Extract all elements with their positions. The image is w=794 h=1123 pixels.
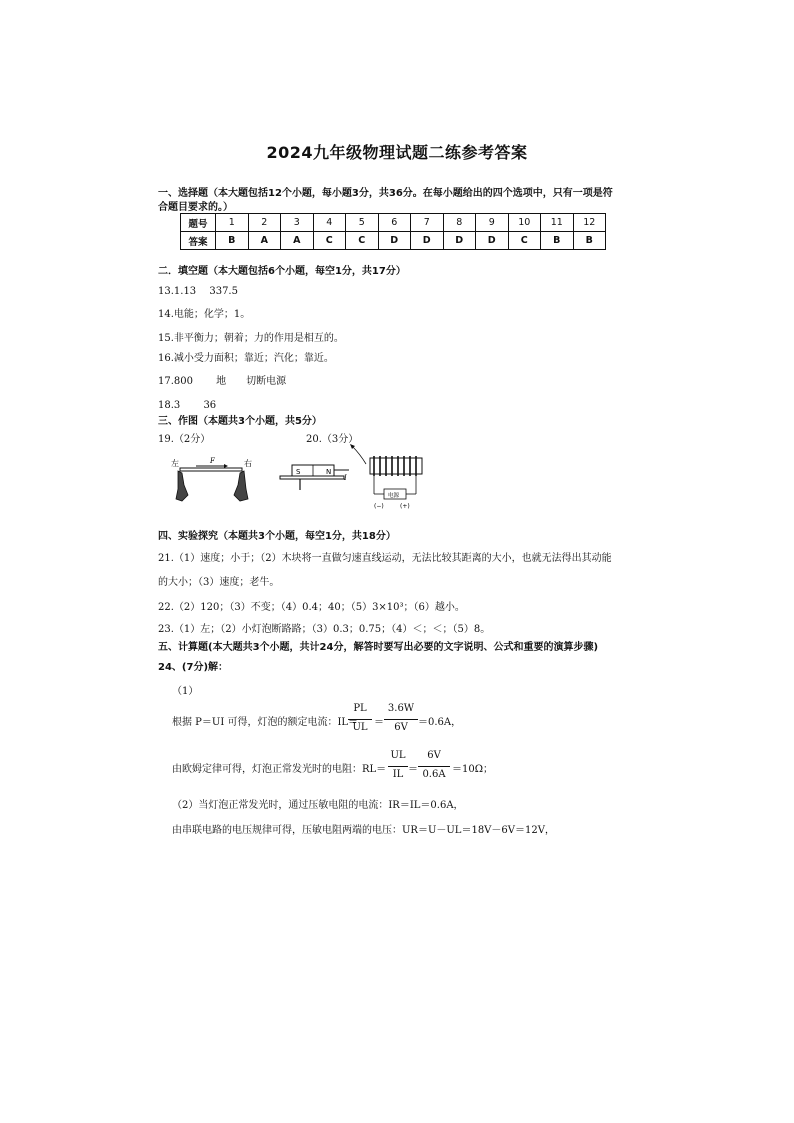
question-number: 2 (248, 214, 281, 232)
question-number: 4 (313, 214, 346, 232)
fraction-ul-il (388, 750, 408, 784)
section4-heading: 四、实验探究（本题共3个小题，每空1分，共18分） (158, 531, 396, 542)
fraction-6v-0.6a (418, 750, 450, 784)
fraction-numerator: 3.6W (387, 703, 415, 714)
question-24-heading: 24、(7分)解： (158, 662, 229, 673)
section3-heading: 三、作图（本题共3个小题，共5分） (158, 416, 322, 427)
question-number: 3 (281, 214, 314, 232)
equals-sign: ＝ (374, 717, 384, 728)
answer-cell: D (378, 232, 411, 250)
question-number: 11 (541, 214, 574, 232)
figure-20-diagram (274, 438, 454, 510)
row-header-question: 题号 (181, 214, 216, 232)
section1-heading-cont: 合题目要求的。） (158, 202, 233, 213)
calc-line-2-text: 由欧姆定律可得，灯泡正常发光时的电阻：RL＝ (172, 764, 387, 775)
fraction-3.6w-6v (384, 703, 418, 737)
page-title: 2024九年级物理试题二练参考答案 (266, 143, 528, 162)
answer-cell: C (508, 232, 541, 250)
calc-line-3: （2）当灯泡正常发光时，通过压敏电阻的电流：IR＝IL＝0.6A， (172, 800, 464, 811)
fig20-plus-label: (+) (400, 503, 410, 510)
fig19-ruler (180, 468, 242, 471)
fig19-arrowhead (224, 464, 228, 468)
answer-cell: D (476, 232, 509, 250)
fraction-denominator: 0.6A (422, 769, 446, 780)
fraction-numerator: 6V (427, 750, 441, 761)
answer-cell: D (411, 232, 444, 250)
equals-sign: ＝ (408, 764, 418, 775)
calc-line-4: 由串联电路的电压规律可得，压敏电阻两端的电压：UR＝U－UL＝18V－6V＝12V， (172, 825, 555, 836)
part-1-label: （1） (172, 686, 199, 697)
section2-heading: 二．填空题（本大题包括6个小题，每空1分，共17分） (158, 266, 406, 277)
fig19-force-label: F (210, 457, 215, 465)
answer-14: 14.电能；化学；1。 (158, 309, 251, 320)
question-number: 5 (346, 214, 379, 232)
question-number-row (181, 214, 606, 232)
fig20-source-label: 电源 (388, 493, 400, 499)
fraction-pl-ul (348, 703, 372, 737)
calc-line-1-result: ＝0.6A， (418, 717, 462, 728)
answer-cell: A (248, 232, 281, 250)
answer-21-line1: 21.（1）速度；小于；（2）木块将一直做匀速直线运动，无法比较其距离的大小，也就无法得出其动能 (158, 553, 612, 564)
answer-table (180, 213, 606, 250)
answer-23: 23.（1）左；（2）小灯泡断路路；（3）0.3；0.75；（4）＜；＜；（5）8。 (158, 624, 491, 635)
fraction-bar (348, 719, 372, 720)
fraction-numerator: UL (390, 750, 406, 761)
figure-19-diagram (168, 455, 268, 505)
answer-cell: B (541, 232, 574, 250)
fraction-denominator: IL (392, 769, 404, 780)
answer-18: 18.3 36 (158, 400, 217, 411)
answer-16: 16.减小受力面积；靠近；汽化；靠近。 (158, 353, 334, 364)
answer-19-label: 19.（2分） (158, 434, 211, 445)
row-header-answer: 答案 (181, 232, 216, 250)
calc-line-1-text: 根据 P＝UI 可得，灯泡的额定电流：IL＝ (172, 717, 359, 728)
question-number: 10 (508, 214, 541, 232)
answer-cell: D (443, 232, 476, 250)
fraction-bar (418, 766, 450, 767)
calc-line-2-result: ＝10Ω； (452, 764, 494, 775)
fig20-north-label: N (326, 468, 332, 476)
question-number: 1 (216, 214, 249, 232)
answer-cell: C (346, 232, 379, 250)
fig20-current-label: I (344, 474, 347, 482)
answer-row (181, 232, 606, 250)
fraction-denominator: UL (352, 722, 368, 733)
fraction-denominator: 6V (394, 722, 408, 733)
answer-15: 15.非平衡力；朝着；力的作用是相互的。 (158, 333, 344, 344)
fig19-left-hand (176, 471, 188, 501)
fig20-south-label: S (296, 468, 301, 476)
answer-cell: B (216, 232, 249, 250)
fraction-bar (388, 766, 408, 767)
question-number: 9 (476, 214, 509, 232)
question-number: 12 (573, 214, 606, 232)
answer-22: 22.（2）120；（3）不变；（4）0.4；40；（5）3×10³；（6）越小。 (158, 602, 465, 613)
answer-20-label: 20.（3分） (306, 434, 359, 445)
section1-heading: 一、选择题（本大题包括12个小题，每小题3分，共36分。在每小题给出的四个选项中，只有一项是符 (158, 188, 613, 199)
answer-cell: C (313, 232, 346, 250)
fraction-numerator: PL (353, 703, 367, 714)
question-number: 7 (411, 214, 444, 232)
fig20-pointer-curve (352, 446, 366, 464)
fig19-right-hand (234, 471, 248, 501)
section5-heading: 五、计算题(本大题共3个小题，共计24分，解答时要写出必要的文字说明、公式和重要的演算步骤) (158, 642, 599, 653)
answer-17: 17.800 地 切断电源 (158, 376, 287, 387)
answer-cell: A (281, 232, 314, 250)
answer-cell: B (573, 232, 606, 250)
answer-13: 13.1.13 337.5 (158, 286, 238, 297)
fraction-bar (384, 719, 418, 720)
question-number: 8 (443, 214, 476, 232)
fig20-minus-label: (−) (374, 503, 384, 510)
question-number: 6 (378, 214, 411, 232)
answer-21-line2: 的大小；（3）速度；老牛。 (158, 577, 280, 588)
fig19-right-label: 右 (244, 459, 252, 468)
fig20-solenoid-core (370, 458, 422, 474)
fig19-left-label: 左 (171, 459, 179, 468)
